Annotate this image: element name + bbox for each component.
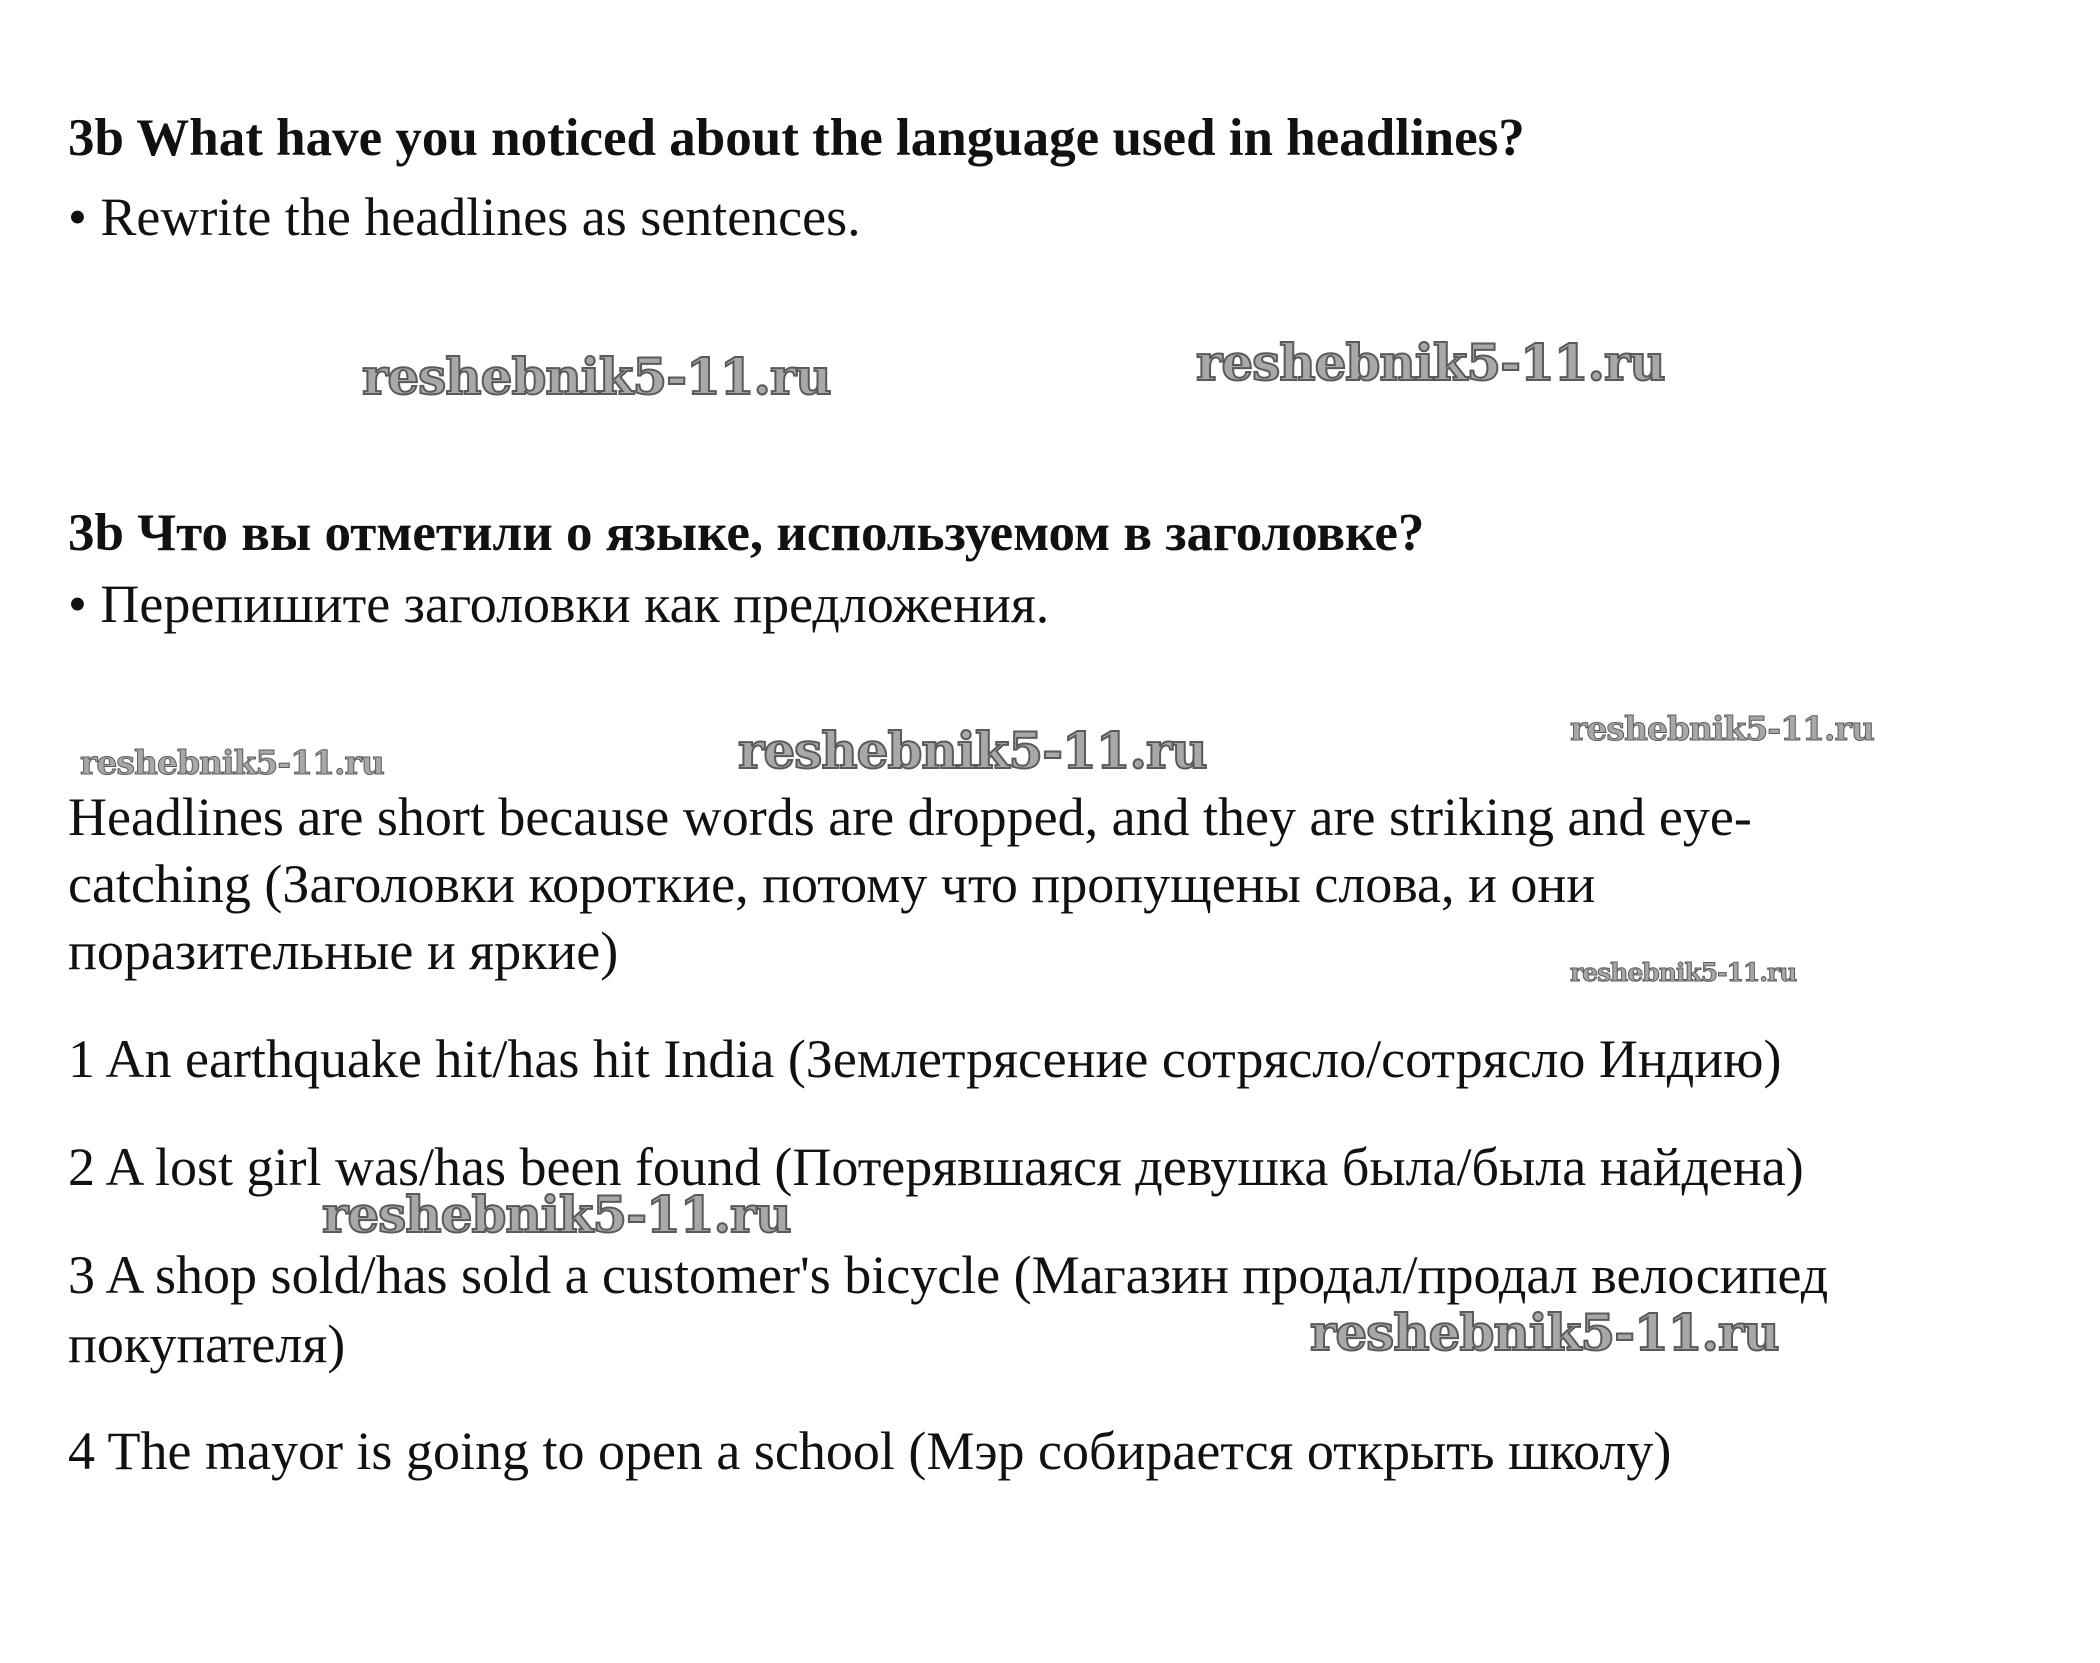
answer-item-2: 2 A lost girl was/has been found (Потерявшаяся девушка была/была найдена) [68,1137,1804,1197]
watermark: reshebnik5-11.ru [362,347,831,406]
watermark: reshebnik5-11.ru [1570,958,1797,987]
watermark: reshebnik5-11.ru [738,721,1207,780]
answer-item-4: 4 The mayor is going to open a school (Мэр собирается открыть школу) [68,1421,1672,1481]
watermark: reshebnik5-11.ru [1310,1303,1779,1362]
answer-line-2: catching (Заголовки короткие, потому что пропущены слова, и они [68,854,1596,914]
answer-item-1: 1 An earthquake hit/has hit India (Землетрясение сотрясло/сотрясло Индию) [68,1029,1782,1089]
answer-line-3: поразительные и яркие) [68,921,619,981]
task-title-en: 3b What have you noticed about the language used in headlines? [68,109,1525,167]
watermark: reshebnik5-11.ru [80,743,384,782]
task-instruction-ru: • Перепишите заголовки как предложения. [68,574,1050,634]
watermark: reshebnik5-11.ru [1570,709,1874,748]
task-instruction-en: • Rewrite the headlines as sentences. [68,187,861,247]
answer-line-1: Headlines are short because words are dropped, and they are striking and eye- [68,787,1752,847]
answer-item-3-line-1: 3 A shop sold/has sold a customer's bicycle (Магазин продал/продал велосипед [68,1245,1829,1305]
watermark: reshebnik5-11.ru [322,1185,791,1244]
answer-item-3-line-2: покупателя) [68,1314,346,1374]
watermark: reshebnik5-11.ru [1196,333,1665,392]
task-title-ru: 3b Что вы отметили о языке, используемом в заголовке? [68,504,1425,562]
